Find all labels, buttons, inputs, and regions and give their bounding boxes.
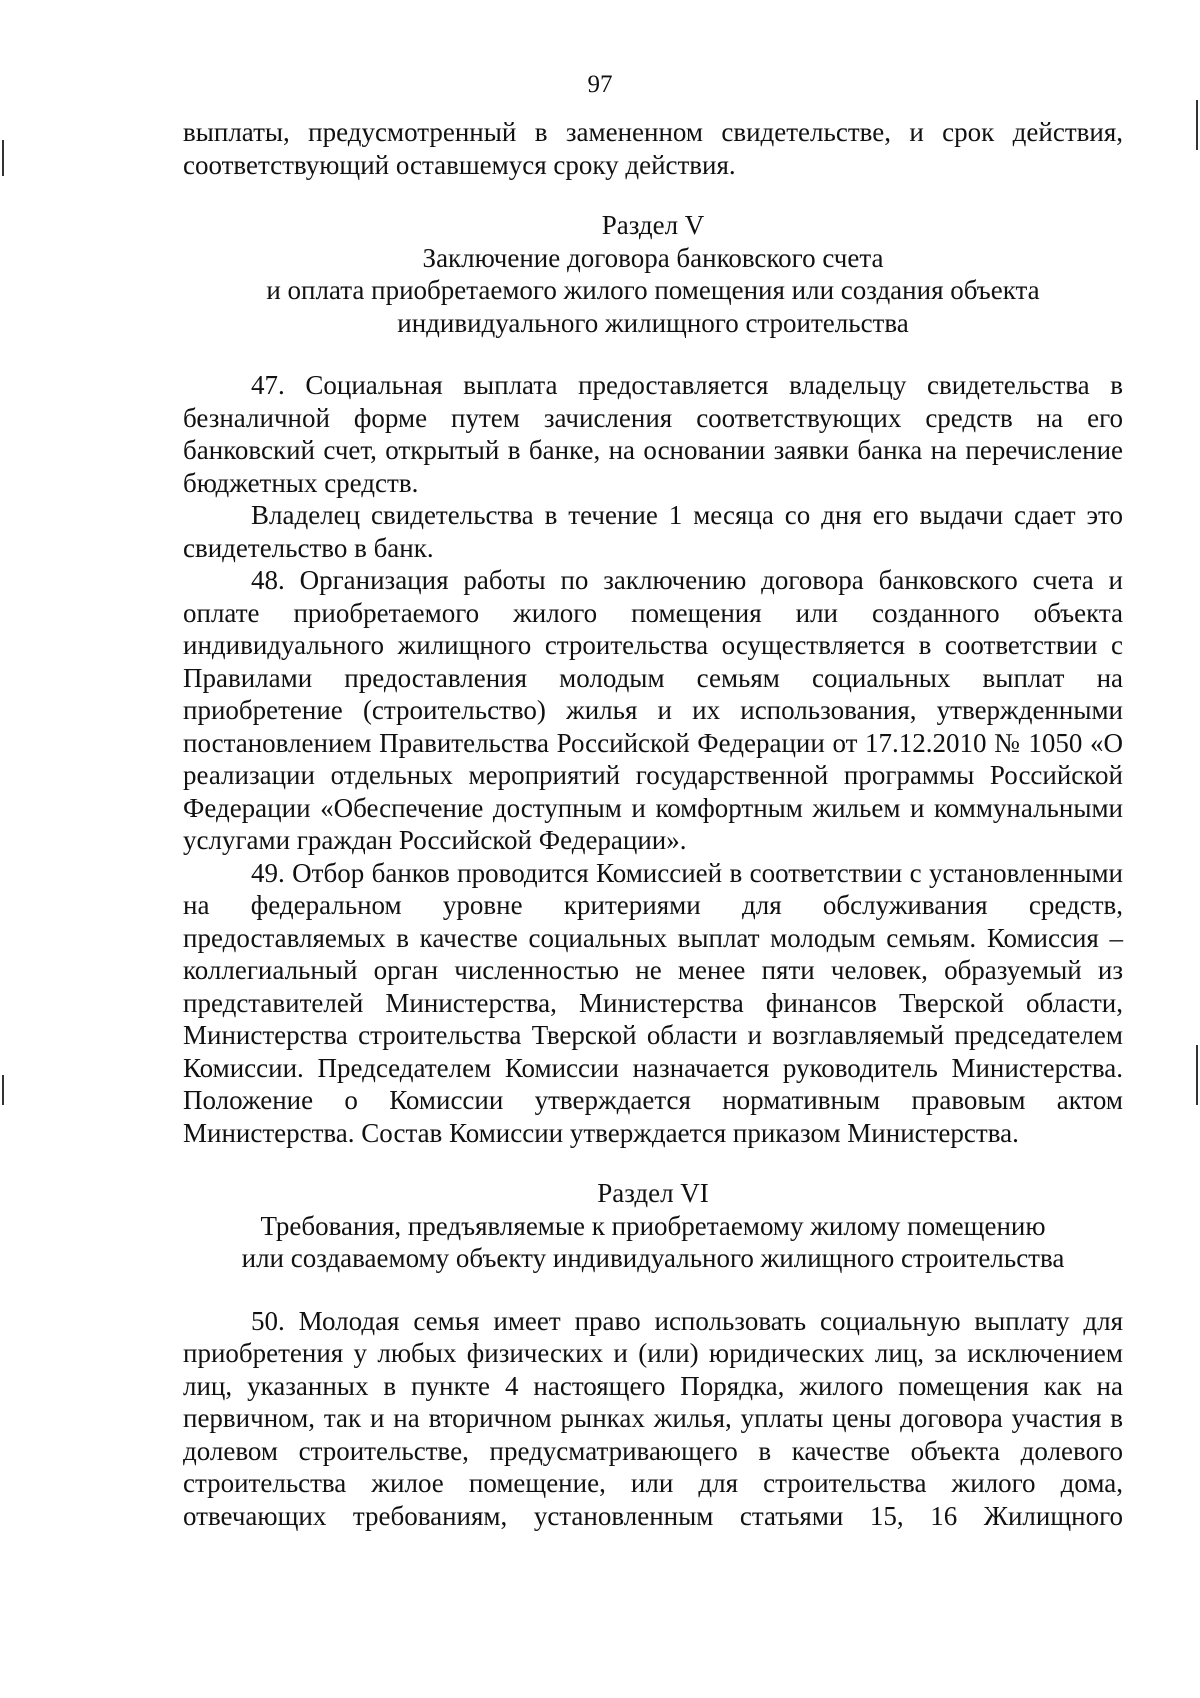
section-heading: Раздел VI xyxy=(597,1178,709,1208)
section-heading: Раздел V xyxy=(601,210,705,240)
paragraph-48: 48. Организация работы по заключению договора банковского счета и оплате приобретаемого жилого помещения или созданного объекта индивидуального жилищного строительства осуществляется в соответствии с Правилами предоставления молодым семьям социальных выплат на приобретение (строительство) жилья и их использования, утвержденными постановлением Правительства Российской Федерации от 17.12.2010 № 1050 «О реализации отдельных мероприятий государственной программы Российской Федерации «Обеспечение доступным и комфортным жильем и коммунальными услугами граждан Российской Федерации». xyxy=(183,565,1123,855)
scan-edge-mark xyxy=(1196,100,1198,150)
scan-edge-mark xyxy=(2,140,4,176)
section-title-line: Требования, предъявляемые к приобретаемому жилому помещению xyxy=(260,1210,1046,1241)
paragraph-47: 47. Социальная выплата предоставляется владельцу свидетельства в безналичной форме путем зачисления соответствующих средств на его банковский счет, открытый в банке, на основании заявки банка на перечисление бюджетных средств. xyxy=(183,370,1123,498)
paragraph-49: 49. Отбор банков проводится Комиссией в соответствии с установленными на федеральном уровне критериями для обслуживания средств, предоставляемых в качестве социальных выплат молодым семьям. Комиссия – коллегиальный орган численностью не менее пяти человек, образуемый из представителей Министерства, Министерства финансов Тверской области, Министерства строительства Тверской области и возглавляемый председателем Комиссии. Председателем Комиссии назначается руководитель Министерства. Положение о Комиссии утверждается нормативным правовым актом Министерства. Состав Комиссии утверждается приказом Министерства. xyxy=(183,857,1123,1148)
page-number: 97 xyxy=(587,71,613,98)
scan-edge-mark xyxy=(1196,1045,1198,1105)
paragraph-47-owner: Владелец свидетельства в течение 1 месяца со дня его выдачи сдает это свидетельство в банк. xyxy=(183,500,1123,563)
section-title-line: и оплата приобретаемого жилого помещения или создания объекта xyxy=(266,275,1040,305)
section-6-body xyxy=(183,1305,1123,1533)
intro-paragraph: выплаты, предусмотренный в замененном свидетельстве, и срок действия, соответствующий оставшемуся сроку действия. xyxy=(183,117,1123,180)
scan-edge-mark xyxy=(2,1075,4,1105)
section-title-line: или создаваемому объекту индивидуального жилищного строительства xyxy=(241,1243,1065,1273)
document-body xyxy=(183,116,1123,1532)
section-title-line: индивидуального жилищного строительства xyxy=(397,307,909,338)
section-5-header xyxy=(183,209,1123,339)
paragraph-50: 50. Молодая семья имеет право использовать социальную выплату для приобретения у любых физических и (или) юридических лиц, за исключением лиц, указанных в пункте 4 настоящего Порядка, жилого помещения как на первичном, так и на вторичном рынках жилья, уплаты цены договора участия в долевом строительстве, предусматривающего в качестве объекта долевого строительства жилое помещение, или для строительства жилого дома, отвечающих требованиям, установленным статьями 15, 16 Жилищного xyxy=(183,1305,1123,1531)
section-5-body xyxy=(183,369,1123,1149)
section-title-line: Заключение договора банковского счета xyxy=(422,242,884,273)
section-6-header xyxy=(183,1177,1123,1275)
